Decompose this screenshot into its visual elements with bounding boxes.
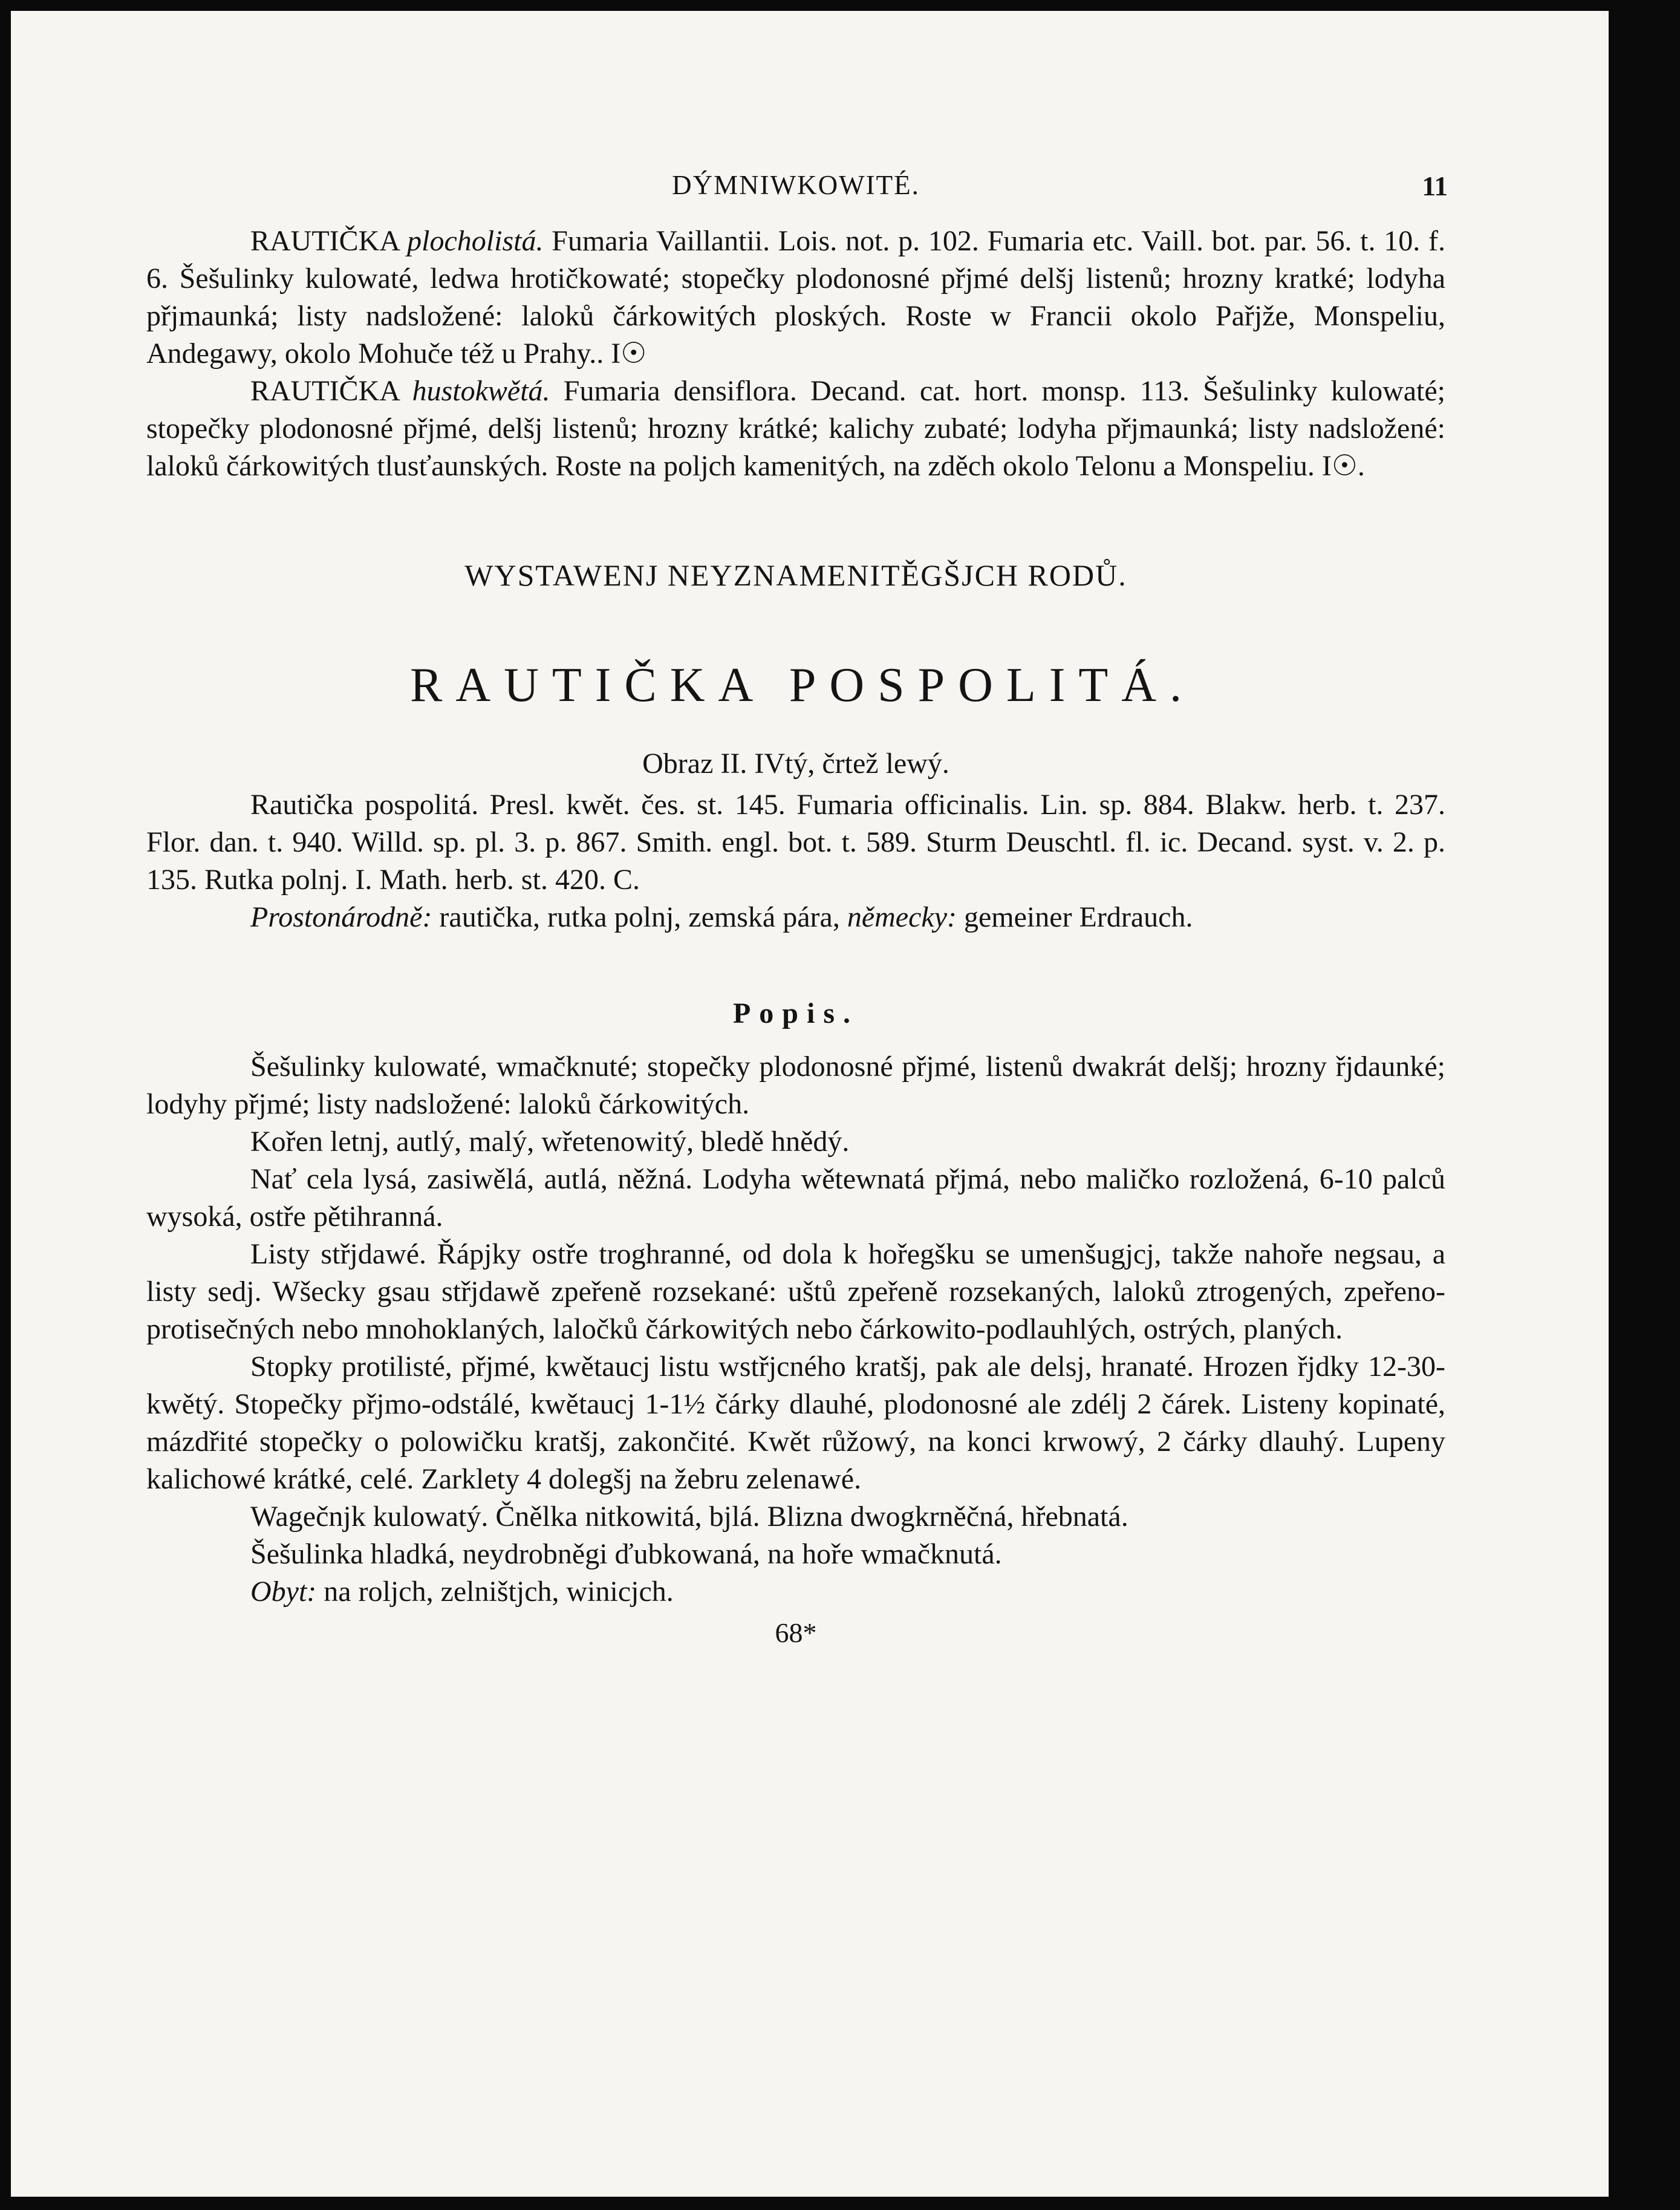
vernacular-names-czech: rautička, rutka polnj, zemská pára, — [439, 901, 840, 933]
running-title: DÝMNIWKOWITÉ. — [672, 170, 920, 200]
habitat-text: na roljch, zelništjch, winicjch. — [324, 1576, 674, 1608]
section-heading: WYSTAWENJ NEYZNAMENITĚGŠJCH RODŮ. — [464, 558, 1127, 592]
synonyms-paragraph: Rautička pospolitá. Presl. kwět. čes. st. 145. Fumaria officinalis. Lin. sp. 884. Blakw. herb. t. 237. Flor. dan. t. 940. Willd. sp. pl. 3. p. 867. Smith. engl. bot. t. 589. Sturm Deuschtl. fl. ic. Decand. syst. v. 2. p. 135. Rutka polnj. I. Math. herb. st. 420. C. — [146, 789, 1445, 896]
description-paragraph: Šešulinky kulowaté, wmačknuté; stopečky plodonosné přjmé, listenů dwakrát delšj; hrozny řjdaunké; lodyhy přjmé; listy nadsložené: laloků čárkowitých. — [146, 1051, 1445, 1120]
description-paragraph: Nať cela lysá, zasiwělá, autlá, něžná. Lodyha wětewnatá přjmá, nebo maličko rozložená, 6-10 palců wysoká, ostře pětihranná. — [146, 1163, 1445, 1233]
figure-reference: Obraz II. IVtý, črtež lewý. — [642, 748, 949, 780]
species-epithet: plocholistá. — [407, 225, 544, 257]
entry-text: Fumaria densiflora. Decand. cat. hort. monsp. 113. Šešulinky kulowaté; stopečky plodonosné přjmé, delšj listenů; hrozny krátké; kalichy zubaté; lodyha přjmaunká; listy nadsložené: laloků čárkowitých tlusťaunských. Roste na poljch kamenitých, na zděch okolo Telonu a Monspeliu. I☉. — [146, 375, 1446, 482]
page-number: 11 — [1422, 171, 1448, 201]
species-epithet: hustokwětá. — [412, 375, 550, 407]
species-entry-hustokweta — [146, 373, 1445, 485]
description-heading: Popis. — [732, 997, 859, 1029]
species-entry-plocholista — [146, 223, 1445, 373]
vernacular-label: Prostonárodně: — [250, 901, 432, 933]
book-page — [11, 11, 1609, 2197]
habitat-line — [146, 1573, 1445, 1611]
page-header — [146, 169, 1448, 212]
description-paragraph: Šešulinka hladká, neydrobněgi ďubkowaná, na hoře wmačknutá. — [250, 1538, 1002, 1570]
description-paragraph: Stopky protilisté, přjmé, kwětaucj listu wstřjcného kratšj, pak ale delsj, hranaté. Hrozen řjdky 12-30-kwětý. Stopečky přjmo-odstálé, kwětaucj 1-1½ čárky dlauhé, plodonosné ale zdélj 2 čárek. Listeny kopinaté, mázdřité stopečky o polowičku kratšj, zakončité. Kwět růžowý, na konci krwowý, 2 čárky dlauhý. Lupeny kalichowé krátké, celé. Zarklety 4 dolegšj na žebru zelenawé. — [146, 1351, 1445, 1495]
vernacular-names-german: gemeiner Erdrauch. — [963, 901, 1193, 933]
entry-text: Fumaria Vaillantii. Lois. not. p. 102. Fumaria etc. Vaill. bot. par. 56. t. 10. f. 6. Šešulinky kulowaté, ledwa hrotičkowaté; stopečky plodonosné přjmé delšj listenů; hrozny kratké; lodyha přjmaunká; listy nadsložené: laloků čárkowitých ploských. Roste w Francii okolo Pařjže, Monspeliu, Andegawy, okolo Mohuče též u Prahy.. I☉ — [146, 225, 1446, 370]
description-paragraph: Wagečnjk kulowatý. Čnělka nitkowitá, bjlá. Blizna dwogkrněčná, hřebnatá. — [250, 1501, 1128, 1533]
german-label: německy: — [847, 901, 957, 933]
genus-name: RAUTIČKA — [250, 375, 399, 407]
genus-name: RAUTIČKA — [250, 225, 399, 257]
description-paragraph: Listy střjdawé. Řápjky ostře troghranné, od dola k hořegšku se umenšugjcj, takže nahoře negsau, a listy sedj. Wšecky gsau střjdawě zpeřeně rozsekané: uštů zpeřeně rozsekaných, laloků ztrogených, zpeřeno-protisečných nebo mnohoklaných, laločků čárkowitých nebo čárkowito-podlauhlých, ostrých, planých. — [146, 1238, 1445, 1345]
description-paragraph: Kořen letnj, autlý, malý, wřetenowitý, bledě hnědý. — [250, 1126, 850, 1158]
habitat-label: Obyt: — [250, 1576, 317, 1608]
vernacular-names — [146, 899, 1445, 936]
page-body — [146, 223, 1445, 1649]
species-title: RAUTIČKA POSPOLITÁ. — [409, 659, 1196, 712]
signature-mark: 68* — [775, 1617, 817, 1648]
